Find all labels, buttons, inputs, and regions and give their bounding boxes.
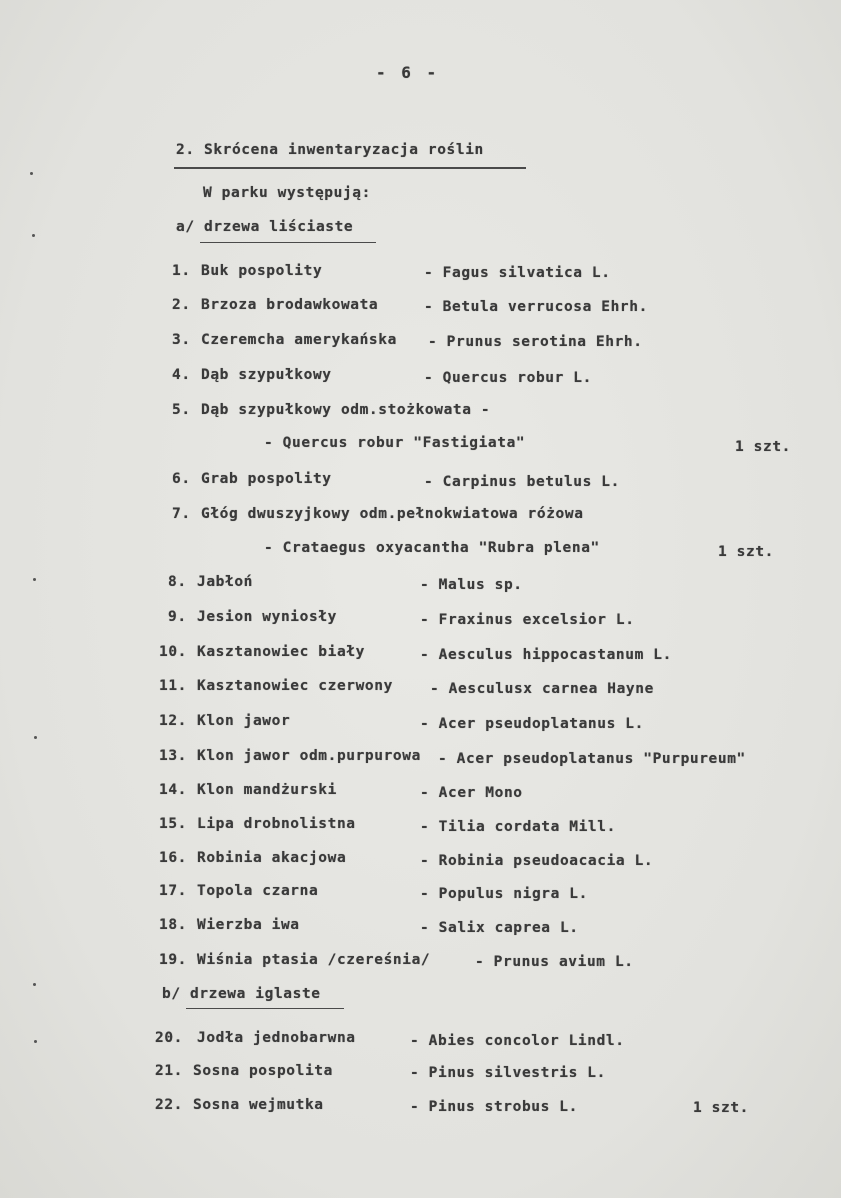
item-latin: - Fagus silvatica L. xyxy=(424,265,611,281)
item-name: Klon jawor xyxy=(197,713,291,729)
item-name: Kasztanowiec biały xyxy=(197,644,365,660)
item-latin: - Tilia cordata Mill. xyxy=(420,819,616,835)
item-number: 5. xyxy=(172,402,191,418)
item-name: Topola czarna xyxy=(197,883,319,899)
heading-underline xyxy=(174,167,526,169)
item-name: Buk pospolity xyxy=(201,263,323,279)
item-quantity: 1 szt. xyxy=(718,544,774,560)
item-latin: - Acer pseudoplatanus L. xyxy=(420,716,644,732)
item-number: 3. xyxy=(172,332,191,348)
item-number: 22. xyxy=(155,1097,183,1113)
item-number: 17. xyxy=(159,883,187,899)
item-quantity: 1 szt. xyxy=(735,439,791,455)
item-number: 14. xyxy=(159,782,187,798)
item-name: Głóg dwuszyjkowy odm.pełnokwiatowa różowa xyxy=(201,506,584,522)
item-latin: - Populus nigra L. xyxy=(420,886,588,902)
scan-speck xyxy=(34,1040,37,1043)
item-name: Robinia akacjowa xyxy=(197,850,347,866)
item-latin: - Acer Mono xyxy=(420,785,523,801)
item-latin: - Quercus robur L. xyxy=(424,370,592,386)
item-number: 11. xyxy=(159,678,187,694)
item-latin: - Acer pseudoplatanus "Purpureum" xyxy=(438,751,746,767)
item-name: Dąb szypułkowy odm.stożkowata - xyxy=(201,402,491,418)
item-number: 13. xyxy=(159,748,187,764)
item-name: Wierzba iwa xyxy=(197,917,300,933)
scan-speck xyxy=(33,983,36,986)
item-latin: - Pinus strobus L. xyxy=(410,1099,578,1115)
item-name: Brzoza brodawkowata xyxy=(201,297,379,313)
scan-speck xyxy=(34,736,37,739)
item-name: Klon jawor odm.purpurowa xyxy=(197,748,421,764)
item-latin: - Prunus avium L. xyxy=(475,954,634,970)
item-latin: - Robinia pseudoacacia L. xyxy=(420,853,654,869)
item-number: 16. xyxy=(159,850,187,866)
item-name: Grab pospolity xyxy=(201,471,332,487)
item-number: 15. xyxy=(159,816,187,832)
item-number: 4. xyxy=(172,367,191,383)
item-number: 10. xyxy=(159,644,187,660)
item-number: 21. xyxy=(155,1063,183,1079)
item-name: Jesion wyniosły xyxy=(197,609,337,625)
section-heading: 2. Skrócena inwentaryzacja roślin xyxy=(176,142,484,158)
item-number: 1. xyxy=(172,263,191,279)
scan-speck xyxy=(33,578,36,581)
item-name: Dąb szypułkowy xyxy=(201,367,332,383)
item-latin: - Aesculusx carnea Hayne xyxy=(430,681,654,697)
item-number: 20. xyxy=(155,1030,183,1046)
item-name: Czeremcha amerykańska xyxy=(201,332,397,348)
page-number: - 6 - xyxy=(376,63,440,82)
item-number: 9. xyxy=(168,609,187,625)
section-label-underline xyxy=(186,1008,344,1009)
item-name: Sosna pospolita xyxy=(193,1063,333,1079)
scan-speck xyxy=(32,234,35,237)
item-latin-continued: - Quercus robur "Fastigiata" xyxy=(264,435,526,451)
item-number: 2. xyxy=(172,297,191,313)
item-name: Klon mandżurski xyxy=(197,782,337,798)
section-label-coniferous: b/ drzewa iglaste xyxy=(162,986,321,1002)
item-number: 19. xyxy=(159,952,187,968)
item-latin: - Salix caprea L. xyxy=(420,920,579,936)
item-number: 6. xyxy=(172,471,191,487)
item-latin: - Pinus silvestris L. xyxy=(410,1065,606,1081)
item-name: Lipa drobnolistna xyxy=(197,816,356,832)
item-latin: - Malus sp. xyxy=(420,577,523,593)
item-quantity: 1 szt. xyxy=(693,1100,749,1116)
item-name: Kasztanowiec czerwony xyxy=(197,678,393,694)
item-number: 18. xyxy=(159,917,187,933)
item-latin: - Fraxinus excelsior L. xyxy=(420,612,635,628)
item-latin-continued: - Crataegus oxyacantha "Rubra plena" xyxy=(264,540,600,556)
section-label-underline xyxy=(200,242,376,243)
item-name: Wiśnia ptasia /czereśnia/ xyxy=(197,952,431,968)
item-latin: - Aesculus hippocastanum L. xyxy=(420,647,672,663)
item-number: 12. xyxy=(159,713,187,729)
item-name: Jodła jednobarwna xyxy=(197,1030,356,1046)
item-latin: - Carpinus betulus L. xyxy=(424,474,620,490)
item-latin: - Betula verrucosa Ehrh. xyxy=(424,299,648,315)
scan-speck xyxy=(30,172,33,175)
intro-text: W parku występują: xyxy=(203,185,371,201)
item-name: Jabłoń xyxy=(197,574,253,590)
item-latin: - Abies concolor Lindl. xyxy=(410,1033,625,1049)
item-number: 8. xyxy=(168,574,187,590)
item-latin: - Prunus serotina Ehrh. xyxy=(428,334,643,350)
item-name: Sosna wejmutka xyxy=(193,1097,324,1113)
section-label-deciduous: a/ drzewa liściaste xyxy=(176,219,354,235)
item-number: 7. xyxy=(172,506,191,522)
